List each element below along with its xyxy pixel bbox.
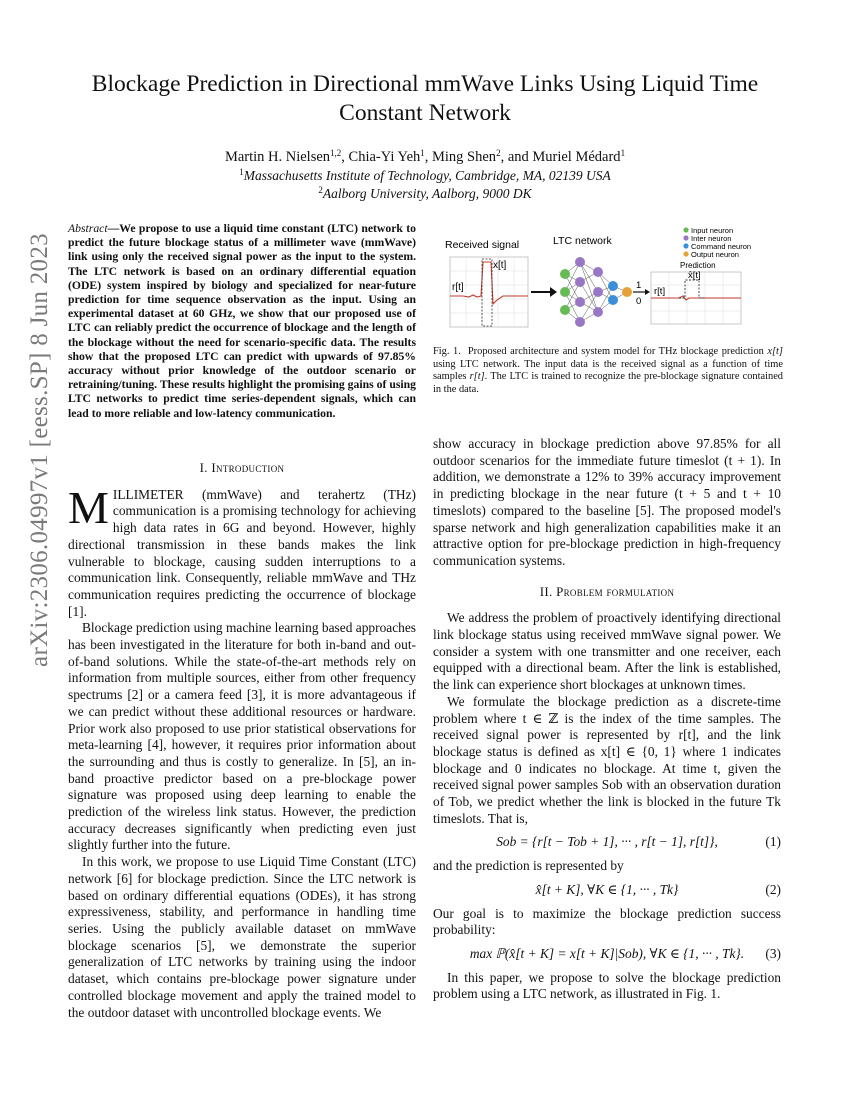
paragraph: Our goal is to maximize the blockage prediction success probability: bbox=[433, 905, 781, 938]
author: Ming Shen bbox=[432, 149, 497, 165]
legend-marker bbox=[683, 251, 688, 256]
input-arrow-head bbox=[550, 287, 557, 297]
equation-2 bbox=[433, 882, 781, 899]
paragraph bbox=[68, 481, 416, 621]
paragraph: Blockage prediction using machine learning based approaches has been investigated in the literature for both in-band and out-of-band solutions. While the state-of-the-art methods rely on information from multiple sources, either from other frequency spectrums [2] or a camera feed [3], it is more advantageous if we can predict without these additional resources or hardware. Prior work also proposed to use prior statistical observations for meta-learning [4], however, it requires prior information about the surrounding and thus is costly to generalize. In [5], an in-band proactive predictor based on a pre-blockage power signature was proposed using deep learning to enable the prediction of the wireless link status. However, the prediction accuracy decreases significantly when predicting even just slightly further into the future. bbox=[68, 620, 416, 853]
paragraph: In this work, we propose to use Liquid Time Constant (LTC) network [6] for blockage prediction. Since the LTC network is based on ordinary differential equations (ODEs), it has strong expressiveness, stability, and performance in handling time series. Using the publicly available dataset on mmWave blockage scenarios [5], we demonstrate the superior generalization of LTC networks by training using the indoor dataset, which contains pre-blockage power signature under controlled blockage movement and apply the trained model to the outdoor dataset with uncontrolled blockage events. We bbox=[68, 854, 416, 1020]
command-neuron bbox=[608, 281, 618, 291]
output-neuron bbox=[622, 287, 632, 297]
input-neuron bbox=[560, 287, 570, 297]
affiliation-1 bbox=[60, 167, 790, 185]
author-sup: 2 bbox=[496, 148, 501, 158]
abstract-text: —We propose to use a liquid time constant (LTC) network to predict the future blockage status of a millimeter wave (mmWave) link using only the received signal power as the input to the system. The LTC network is based on an ordinary differential equation (ODE) system inspired by biology and specialized for near-future prediction for time sequence observation as the input. Using an experimental dataset at 60 GHz, we show that our proposed use of LTC can reliably predict the occurrence of blockage and the length of the blockage without the need for scenario-specific data. The results show that the proposed LTC can predict with upwards of 97.85% accuracy without prior knowledge of the outdoor scenario or retraining/tuning. These results highlight the promising gains of using LTC networks to predict time series-dependent signals, which can lead to more reliable and low-latency communication. bbox=[68, 222, 416, 420]
inter-neuron bbox=[575, 317, 585, 327]
legend-marker bbox=[683, 243, 688, 248]
network-nodes bbox=[560, 257, 632, 327]
label-xt: x[t] bbox=[493, 260, 507, 271]
equation-3 bbox=[433, 946, 781, 963]
caption-text: Proposed architecture and system model for THz blockage prediction bbox=[467, 346, 764, 357]
paragraph: We address the problem of proactively identifying directional link blockage status using received mmWave signal power. We consider a system with one transmitter and one receiver, each equipped with a directional beam. After the link is established, the link can experience short blockages at unknown times. bbox=[433, 610, 781, 693]
equation-body: Sob = {r[t − Tob + 1], ··· , r[t − 1], r[t]}, bbox=[496, 834, 718, 850]
author-separator: , bbox=[341, 149, 349, 165]
figure-1 bbox=[433, 226, 783, 344]
label-xhat: x̂[t] bbox=[688, 270, 701, 281]
author: Martin H. Nielsen bbox=[224, 149, 331, 165]
legend-label: Command neuron bbox=[691, 242, 752, 251]
right-column bbox=[433, 436, 781, 1003]
paragraph: and the prediction is represented by bbox=[433, 858, 624, 874]
output-arrow-head bbox=[645, 289, 650, 295]
equation-number: (2) bbox=[765, 881, 781, 897]
affil-sup: 1 bbox=[239, 167, 244, 177]
equation-body: max ℙ(x̂[t + K] = x[t + K]|Sob), ∀K ∈ {1, ··· , Tk}. bbox=[469, 945, 745, 961]
caption-math: r[t] bbox=[469, 371, 485, 382]
legend-label: Inter neuron bbox=[691, 234, 732, 243]
caption-label: Fig. 1. bbox=[433, 346, 461, 357]
author-separator: , bbox=[424, 149, 433, 165]
legend bbox=[683, 226, 751, 259]
caption-text: . The LTC is trained to recognize the pre-blockage signature contained in the data. bbox=[433, 371, 783, 395]
affil-sup: 2 bbox=[318, 185, 323, 195]
paragraph-text: ILLIMETER (mmWave) and terahertz (THz) communication is a promising technology for achieving high data rates in 6G and beyond. However, highly directional transmission in these bands makes the link vulnerable to blockage, causing sudden interruptions to a communication link. Consequently, reliable mmWave and THz communication requires predicting the occurrence of blockage [1]. bbox=[68, 486, 416, 619]
author: Muriel Médard bbox=[532, 149, 621, 165]
input-neuron bbox=[560, 305, 570, 315]
legend-marker bbox=[683, 227, 688, 232]
drop-cap: M bbox=[68, 481, 109, 533]
paragraph: show accuracy in blockage prediction above 97.85% for all outdoor scenarios for the immediate future timeslot (t + 1). In addition, we demonstrate a 12% to 39% accuracy improvement in predicting blockage in the near future (t + 5 and t + 10 timeslots) compared to the baseline [5]. The proposed model's sparse network and high generalization capabilities make it an attractive option for pre-blockage prediction in high-frequency communication systems. bbox=[433, 436, 781, 568]
figure-caption bbox=[433, 346, 783, 396]
affil-text: Massachusetts Institute of Technology, Cambridge, MA, 02139 USA bbox=[243, 168, 611, 183]
author-sup: 1 bbox=[620, 148, 626, 158]
arxiv-stamp bbox=[20, 220, 60, 680]
label-prediction: Prediction bbox=[680, 261, 716, 270]
section-introduction bbox=[68, 446, 416, 1021]
author-sup: 1 bbox=[420, 148, 425, 158]
label-received-signal: Received signal bbox=[445, 239, 520, 251]
section-heading: I. Introduction bbox=[199, 460, 285, 475]
section-heading: II. Problem formulation bbox=[539, 583, 675, 599]
label-zero: 0 bbox=[636, 296, 642, 307]
inter-neuron bbox=[593, 307, 603, 317]
author: Chia-Yi Yeh bbox=[348, 149, 421, 165]
affiliation-2 bbox=[60, 185, 790, 203]
ltc-architecture-diagram bbox=[433, 226, 783, 344]
paragraph: In this paper, we propose to solve the blockage prediction problem using a LTC network, as illustrated in Fig. 1. bbox=[433, 969, 781, 1002]
inter-neuron bbox=[575, 257, 585, 267]
command-neuron bbox=[608, 295, 618, 305]
input-neuron bbox=[560, 269, 570, 279]
label-rt-prediction: r[t] bbox=[654, 286, 666, 297]
author-sup: 1,2 bbox=[330, 148, 342, 158]
author-list bbox=[60, 148, 790, 166]
arxiv-stamp-text: arXiv:2306.04997v1 [eess.SP] 8 Jun 2023 bbox=[26, 233, 53, 667]
label-rt: r[t] bbox=[452, 282, 464, 293]
inter-neuron bbox=[575, 297, 585, 307]
inter-neuron bbox=[575, 277, 585, 287]
caption-math: x[t] bbox=[767, 346, 783, 357]
label-one: 1 bbox=[636, 280, 642, 291]
equation-number: (1) bbox=[765, 834, 781, 850]
legend-label: Input neuron bbox=[691, 226, 734, 235]
legend-label: Output neuron bbox=[691, 250, 739, 259]
paragraph: We formulate the blockage prediction as a discrete-time problem where t ∈ ℤ is the index of the time samples. The received signal power is represented by r[t], and the link blockage status is defined as x[t] ∈ {0, 1} where 1 indicates blockage and 0 indicates no blockage. At time t, given the received signal power samples Sob with an observation duration of Tob, we predict whether the link is blocked in the future Tk timeslots. That is, bbox=[433, 693, 781, 826]
legend-marker bbox=[683, 235, 688, 240]
paper-title: Blockage Prediction in Directional mmWave Links Using Liquid Time Constant Network bbox=[91, 71, 759, 126]
caption-text: using LTC network. The input data is the received signal as a function of time samples bbox=[433, 358, 783, 382]
equation-number: (3) bbox=[765, 945, 781, 961]
abstract-label: Abstract bbox=[68, 222, 108, 235]
affil-text: Aalborg University, Aalborg, 9000 DK bbox=[322, 186, 532, 201]
equation-body: x̂[t + K], ∀K ∈ {1, ··· , Tk} bbox=[535, 881, 679, 897]
abstract bbox=[68, 222, 416, 421]
inter-neuron bbox=[593, 267, 603, 277]
inter-neuron bbox=[593, 287, 603, 297]
label-ltc-network: LTC network bbox=[553, 235, 612, 247]
author-separator: , and bbox=[500, 149, 533, 165]
equation-1 bbox=[433, 834, 781, 851]
